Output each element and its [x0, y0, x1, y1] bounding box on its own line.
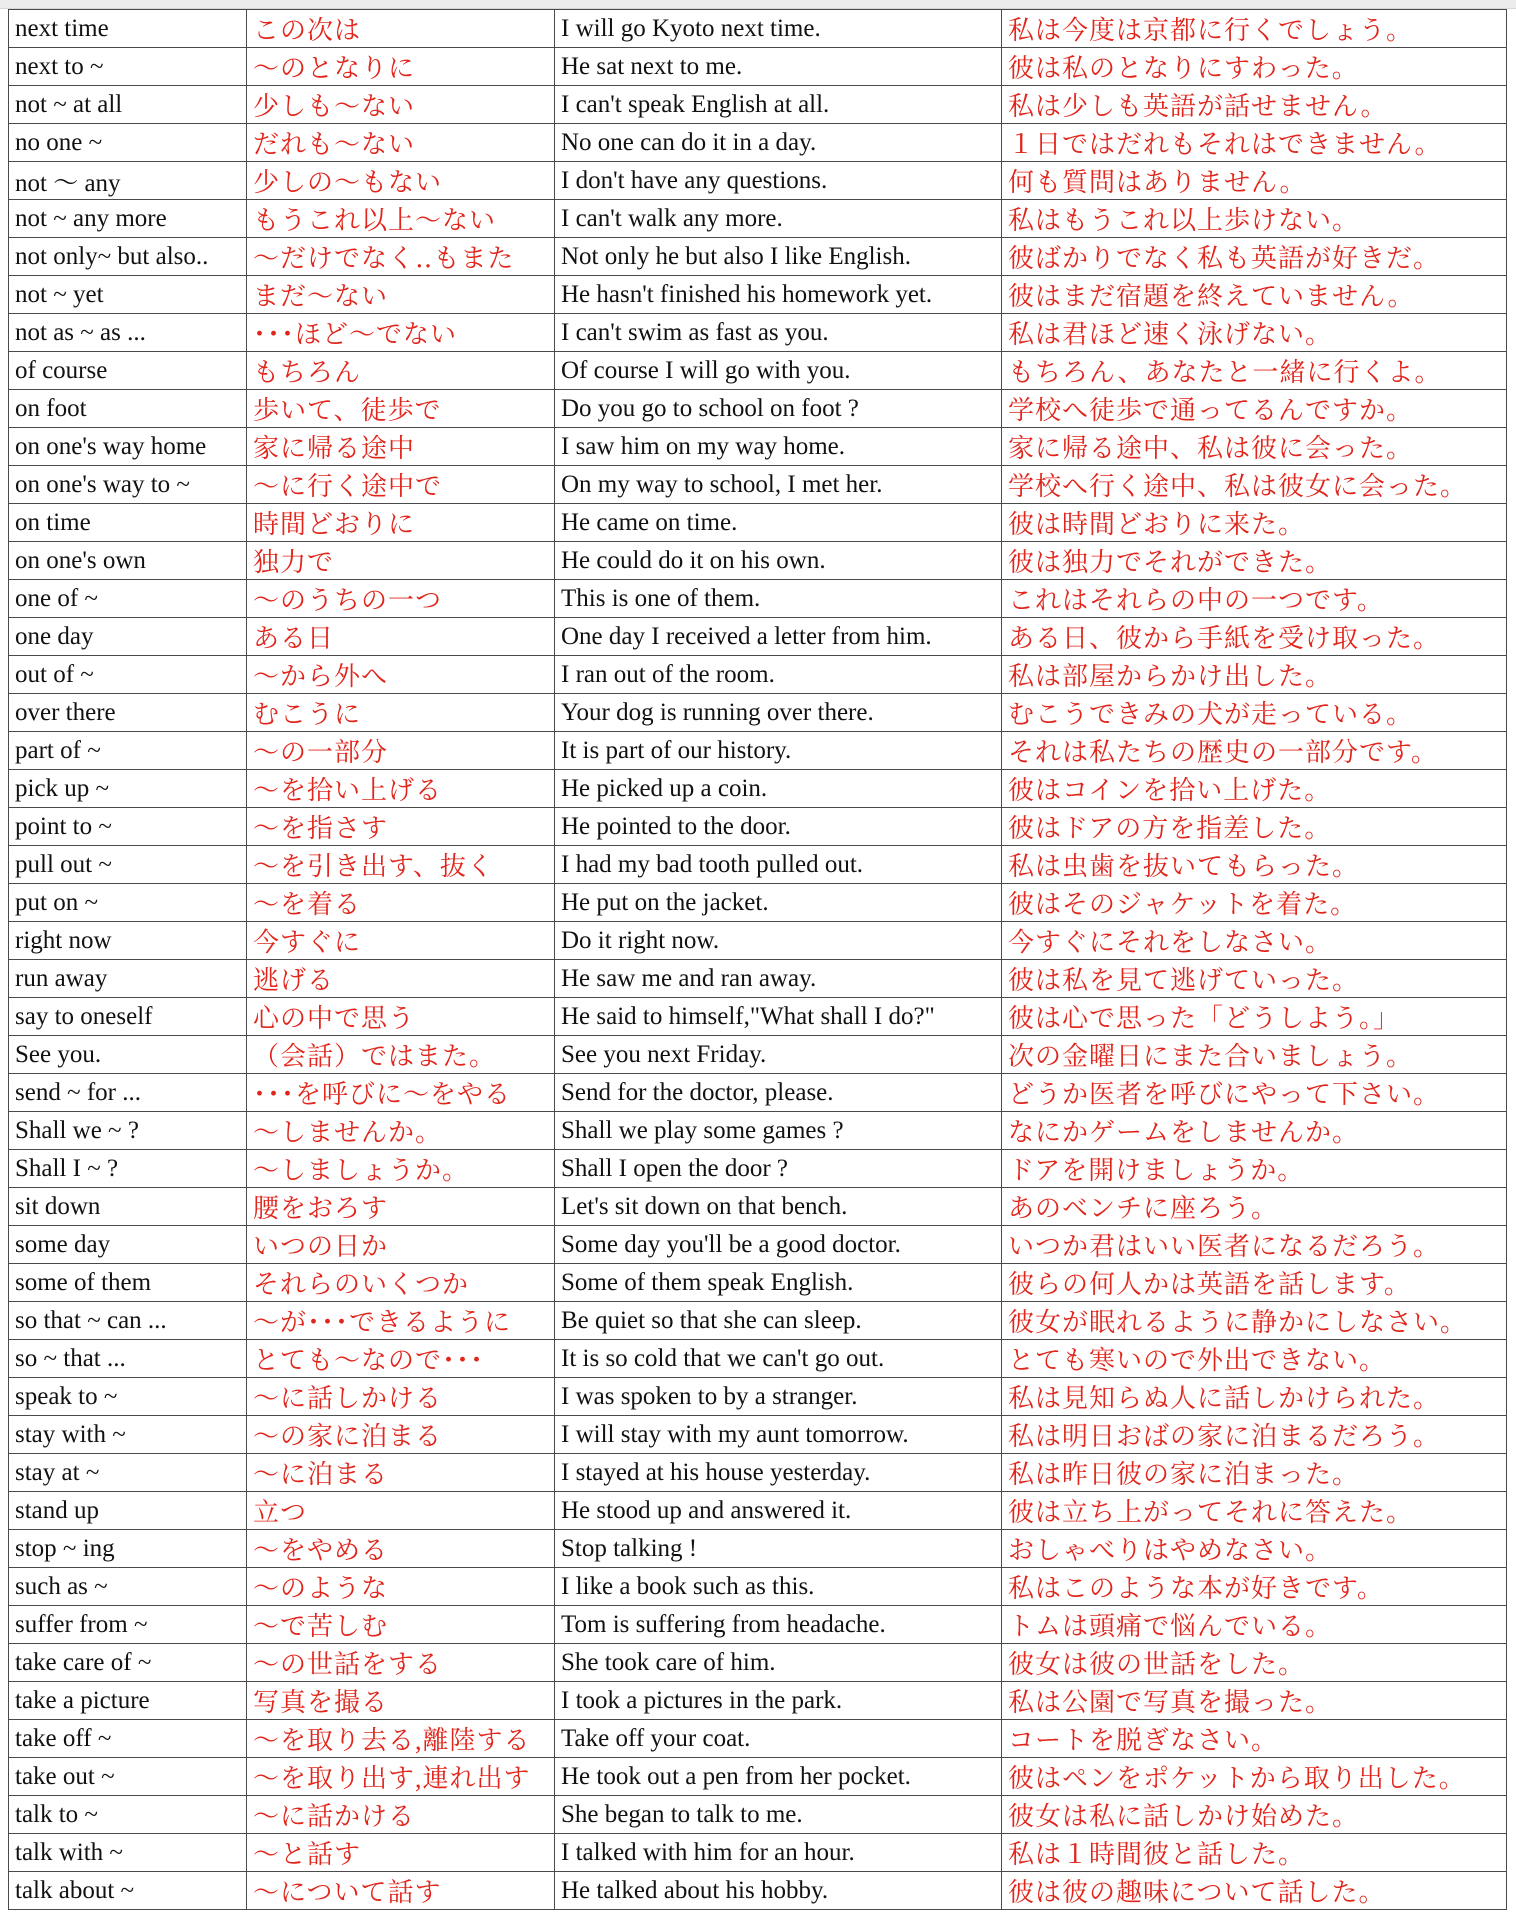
phrase-cell: take off ~	[9, 1720, 247, 1758]
example-sentence-cell: Shall we play some games ?	[555, 1112, 1002, 1150]
example-sentence-cell: I took a pictures in the park.	[555, 1682, 1002, 1720]
translation-cell: 彼女が眠れるように静かにしなさい。	[1002, 1302, 1507, 1340]
phrase-cell: next time	[9, 10, 247, 48]
phrase-cell: stand up	[9, 1492, 247, 1530]
phrase-cell: take care of ~	[9, 1644, 247, 1682]
phrase-cell: say to oneself	[9, 998, 247, 1036]
translation-cell: 彼は立ち上がってそれに答えた。	[1002, 1492, 1507, 1530]
meaning-cell: 今すぐに	[247, 922, 555, 960]
meaning-cell: ～に話しかける	[247, 1378, 555, 1416]
table-row	[9, 1112, 1507, 1150]
example-sentence-cell: I had my bad tooth pulled out.	[555, 846, 1002, 884]
meaning-cell: ･･･ほど～でない	[247, 314, 555, 352]
phrase-cell: not as ~ as ...	[9, 314, 247, 352]
phrase-cell: part of ~	[9, 732, 247, 770]
meaning-cell: 腰をおろす	[247, 1188, 555, 1226]
table-row	[9, 48, 1507, 86]
table-row	[9, 1188, 1507, 1226]
table-row	[9, 1720, 1507, 1758]
example-sentence-cell: Stop talking !	[555, 1530, 1002, 1568]
table-row	[9, 694, 1507, 732]
meaning-cell: だれも～ない	[247, 124, 555, 162]
translation-cell: １日ではだれもそれはできません。	[1002, 124, 1507, 162]
translation-cell: 家に帰る途中、私は彼に会った。	[1002, 428, 1507, 466]
example-sentence-cell: Some day you'll be a good doctor.	[555, 1226, 1002, 1264]
phrase-cell: over there	[9, 694, 247, 732]
translation-cell: 私は昨日彼の家に泊まった。	[1002, 1454, 1507, 1492]
translation-cell: コートを脱ぎなさい。	[1002, 1720, 1507, 1758]
phrase-cell: stay with ~	[9, 1416, 247, 1454]
meaning-cell: 少しの～もない	[247, 162, 555, 200]
translation-cell: 彼女は私に話しかけ始めた。	[1002, 1796, 1507, 1834]
translation-cell: 私はこのような本が好きです。	[1002, 1568, 1507, 1606]
translation-cell: 彼は私を見て逃げていった。	[1002, 960, 1507, 998]
table-row	[9, 1644, 1507, 1682]
table-row	[9, 1834, 1507, 1872]
translation-cell: 学校へ徒歩で通ってるんですか。	[1002, 390, 1507, 428]
example-sentence-cell: No one can do it in a day.	[555, 124, 1002, 162]
meaning-cell: ～だけでなく‥もまた	[247, 238, 555, 276]
example-sentence-cell: Send for the doctor, please.	[555, 1074, 1002, 1112]
translation-cell: なにかゲームをしませんか。	[1002, 1112, 1507, 1150]
table-row	[9, 1530, 1507, 1568]
phrase-cell: stop ~ ing	[9, 1530, 247, 1568]
translation-cell: あのベンチに座ろう。	[1002, 1188, 1507, 1226]
table-row	[9, 428, 1507, 466]
table-row	[9, 124, 1507, 162]
table-row	[9, 580, 1507, 618]
meaning-cell: ～で苦しむ	[247, 1606, 555, 1644]
example-sentence-cell: He sat next to me.	[555, 48, 1002, 86]
phrase-cell: out of ~	[9, 656, 247, 694]
translation-cell: それは私たちの歴史の一部分です。	[1002, 732, 1507, 770]
example-sentence-cell: He could do it on his own.	[555, 542, 1002, 580]
meaning-cell: ～を引き出す、抜く	[247, 846, 555, 884]
example-sentence-cell: Shall I open the door ?	[555, 1150, 1002, 1188]
meaning-cell: ～について話す	[247, 1872, 555, 1910]
meaning-cell: 家に帰る途中	[247, 428, 555, 466]
table-row	[9, 1682, 1507, 1720]
example-sentence-cell: He pointed to the door.	[555, 808, 1002, 846]
translation-cell: 彼女は彼の世話をした。	[1002, 1644, 1507, 1682]
example-sentence-cell: I can't swim as fast as you.	[555, 314, 1002, 352]
example-sentence-cell: She began to talk to me.	[555, 1796, 1002, 1834]
meaning-cell: 立つ	[247, 1492, 555, 1530]
translation-cell: これはそれらの中の一つです。	[1002, 580, 1507, 618]
phrase-cell: so that ~ can ...	[9, 1302, 247, 1340]
example-sentence-cell: Your dog is running over there.	[555, 694, 1002, 732]
example-sentence-cell: Not only he but also I like English.	[555, 238, 1002, 276]
translation-cell: 私は公園で写真を撮った。	[1002, 1682, 1507, 1720]
meaning-cell: それらのいくつか	[247, 1264, 555, 1302]
phrase-cell: pull out ~	[9, 846, 247, 884]
table-row	[9, 1340, 1507, 1378]
meaning-cell: ～を取り去る,離陸する	[247, 1720, 555, 1758]
table-row	[9, 542, 1507, 580]
meaning-cell: ～を拾い上げる	[247, 770, 555, 808]
phrase-cell: not ~ yet	[9, 276, 247, 314]
table-row	[9, 1150, 1507, 1188]
table-row	[9, 1606, 1507, 1644]
top-edge-bar	[0, 0, 1516, 9]
meaning-cell: ～のような	[247, 1568, 555, 1606]
meaning-cell: とても～なので･･･	[247, 1340, 555, 1378]
meaning-cell: ～を取り出す,連れ出す	[247, 1758, 555, 1796]
table-row	[9, 922, 1507, 960]
translation-cell: 彼はコインを拾い上げた。	[1002, 770, 1507, 808]
example-sentence-cell: Let's sit down on that bench.	[555, 1188, 1002, 1226]
phrase-cell: point to ~	[9, 808, 247, 846]
example-sentence-cell: I can't speak English at all.	[555, 86, 1002, 124]
table-row	[9, 1036, 1507, 1074]
table-row	[9, 314, 1507, 352]
table-row	[9, 1796, 1507, 1834]
phrase-cell: sit down	[9, 1188, 247, 1226]
phrase-cell: talk to ~	[9, 1796, 247, 1834]
meaning-cell: 歩いて、徒歩で	[247, 390, 555, 428]
table-row	[9, 1492, 1507, 1530]
table-row	[9, 770, 1507, 808]
example-sentence-cell: He put on the jacket.	[555, 884, 1002, 922]
example-sentence-cell: He took out a pen from her pocket.	[555, 1758, 1002, 1796]
example-sentence-cell: I talked with him for an hour.	[555, 1834, 1002, 1872]
phrase-cell: run away	[9, 960, 247, 998]
meaning-cell: いつの日か	[247, 1226, 555, 1264]
example-sentence-cell: He said to himself,"What shall I do?"	[555, 998, 1002, 1036]
translation-cell: 彼はペンをポケットから取り出した。	[1002, 1758, 1507, 1796]
meaning-cell: もちろん	[247, 352, 555, 390]
meaning-cell: （会話）ではまた。	[247, 1036, 555, 1074]
phrase-cell: right now	[9, 922, 247, 960]
meaning-cell: ～の一部分	[247, 732, 555, 770]
table-row	[9, 1074, 1507, 1112]
vocabulary-table	[8, 9, 1507, 1910]
phrase-cell: See you.	[9, 1036, 247, 1074]
meaning-cell: ～の世話をする	[247, 1644, 555, 1682]
example-sentence-cell: Do you go to school on foot ?	[555, 390, 1002, 428]
phrase-cell: of course	[9, 352, 247, 390]
translation-cell: もちろん、あなたと一緒に行くよ。	[1002, 352, 1507, 390]
example-sentence-cell: He came on time.	[555, 504, 1002, 542]
translation-cell: 私は今度は京都に行くでしょう。	[1002, 10, 1507, 48]
phrase-cell: some day	[9, 1226, 247, 1264]
phrase-cell: suffer from ~	[9, 1606, 247, 1644]
table-row	[9, 1416, 1507, 1454]
example-sentence-cell: See you next Friday.	[555, 1036, 1002, 1074]
example-sentence-cell: I will stay with my aunt tomorrow.	[555, 1416, 1002, 1454]
example-sentence-cell: I ran out of the room.	[555, 656, 1002, 694]
phrase-cell: talk about ~	[9, 1872, 247, 1910]
translation-cell: 彼は彼の趣味について話した。	[1002, 1872, 1507, 1910]
translation-cell: 私は１時間彼と話した。	[1002, 1834, 1507, 1872]
translation-cell: 彼は時間どおりに来た。	[1002, 504, 1507, 542]
table-row	[9, 1264, 1507, 1302]
table-row	[9, 808, 1507, 846]
example-sentence-cell: I can't walk any more.	[555, 200, 1002, 238]
meaning-cell: ～を指さす	[247, 808, 555, 846]
phrase-cell: one of ~	[9, 580, 247, 618]
meaning-cell: ～のとなりに	[247, 48, 555, 86]
example-sentence-cell: It is so cold that we can't go out.	[555, 1340, 1002, 1378]
phrase-cell: one day	[9, 618, 247, 656]
translation-cell: むこうできみの犬が走っている。	[1002, 694, 1507, 732]
example-sentence-cell: Do it right now.	[555, 922, 1002, 960]
example-sentence-cell: He talked about his hobby.	[555, 1872, 1002, 1910]
table-row	[9, 884, 1507, 922]
meaning-cell: ～と話す	[247, 1834, 555, 1872]
translation-cell: 私は見知らぬ人に話しかけられた。	[1002, 1378, 1507, 1416]
meaning-cell: ～を着る	[247, 884, 555, 922]
example-sentence-cell: I don't have any questions.	[555, 162, 1002, 200]
meaning-cell: 少しも～ない	[247, 86, 555, 124]
table-row	[9, 998, 1507, 1036]
phrase-cell: on one's way home	[9, 428, 247, 466]
translation-cell: 学校へ行く途中、私は彼女に会った。	[1002, 466, 1507, 504]
translation-cell: 彼は心で思った「どうしよう。」	[1002, 998, 1507, 1036]
table-row	[9, 162, 1507, 200]
table-row	[9, 200, 1507, 238]
translation-cell: いつか君はいい医者になるだろう。	[1002, 1226, 1507, 1264]
meaning-cell: ～しましょうか。	[247, 1150, 555, 1188]
phrase-cell: speak to ~	[9, 1378, 247, 1416]
example-sentence-cell: It is part of our history.	[555, 732, 1002, 770]
table-row	[9, 1454, 1507, 1492]
translation-cell: 私は明日おばの家に泊まるだろう。	[1002, 1416, 1507, 1454]
phrase-cell: send ~ for ...	[9, 1074, 247, 1112]
phrase-cell: take a picture	[9, 1682, 247, 1720]
phrase-cell: Shall I ~ ?	[9, 1150, 247, 1188]
phrase-cell: some of them	[9, 1264, 247, 1302]
phrase-cell: so ~ that ...	[9, 1340, 247, 1378]
phrase-cell: talk with ~	[9, 1834, 247, 1872]
phrase-cell: on one's way to ~	[9, 466, 247, 504]
table-row	[9, 732, 1507, 770]
meaning-cell: ～から外へ	[247, 656, 555, 694]
example-sentence-cell: This is one of them.	[555, 580, 1002, 618]
meaning-cell: 逃げる	[247, 960, 555, 998]
translation-cell: 私は君ほど速く泳げない。	[1002, 314, 1507, 352]
meaning-cell: まだ～ない	[247, 276, 555, 314]
example-sentence-cell: Tom is suffering from headache.	[555, 1606, 1002, 1644]
meaning-cell: 時間どおりに	[247, 504, 555, 542]
meaning-cell: 心の中で思う	[247, 998, 555, 1036]
phrase-cell: put on ~	[9, 884, 247, 922]
meaning-cell: もうこれ以上～ない	[247, 200, 555, 238]
example-sentence-cell: Some of them speak English.	[555, 1264, 1002, 1302]
phrase-cell: on one's own	[9, 542, 247, 580]
meaning-cell: ～の家に泊まる	[247, 1416, 555, 1454]
meaning-cell: ～に行く途中で	[247, 466, 555, 504]
translation-cell: どうか医者を呼びにやって下さい。	[1002, 1074, 1507, 1112]
meaning-cell: この次は	[247, 10, 555, 48]
table-row	[9, 1568, 1507, 1606]
table-row	[9, 1758, 1507, 1796]
meaning-cell: ～が･･･できるように	[247, 1302, 555, 1340]
table-row	[9, 960, 1507, 998]
example-sentence-cell: I stayed at his house yesterday.	[555, 1454, 1002, 1492]
phrase-cell: stay at ~	[9, 1454, 247, 1492]
translation-cell: 私は虫歯を抜いてもらった。	[1002, 846, 1507, 884]
translation-cell: 彼ばかりでなく私も英語が好きだ。	[1002, 238, 1507, 276]
example-sentence-cell: He picked up a coin.	[555, 770, 1002, 808]
example-sentence-cell: He stood up and answered it.	[555, 1492, 1002, 1530]
phrase-cell: pick up ~	[9, 770, 247, 808]
translation-cell: 彼は独力でそれができた。	[1002, 542, 1507, 580]
translation-cell: 私はもうこれ以上歩けない。	[1002, 200, 1507, 238]
example-sentence-cell: Of course I will go with you.	[555, 352, 1002, 390]
example-sentence-cell: Be quiet so that she can sleep.	[555, 1302, 1002, 1340]
example-sentence-cell: I will go Kyoto next time.	[555, 10, 1002, 48]
translation-cell: 何も質問はありません。	[1002, 162, 1507, 200]
phrase-cell: next to ~	[9, 48, 247, 86]
table-row	[9, 1872, 1507, 1910]
translation-cell: 彼はドアの方を指差した。	[1002, 808, 1507, 846]
translation-cell: 次の金曜日にまた合いましょう。	[1002, 1036, 1507, 1074]
table-row	[9, 1302, 1507, 1340]
example-sentence-cell: Take off your coat.	[555, 1720, 1002, 1758]
phrase-cell: on time	[9, 504, 247, 542]
table-row	[9, 276, 1507, 314]
translation-cell: 彼はまだ宿題を終えていません。	[1002, 276, 1507, 314]
meaning-cell: ～をやめる	[247, 1530, 555, 1568]
meaning-cell: 独力で	[247, 542, 555, 580]
table-row	[9, 352, 1507, 390]
table-row	[9, 504, 1507, 542]
translation-cell: 私は部屋からかけ出した。	[1002, 656, 1507, 694]
table-row	[9, 618, 1507, 656]
example-sentence-cell: He saw me and ran away.	[555, 960, 1002, 998]
example-sentence-cell: He hasn't finished his homework yet.	[555, 276, 1002, 314]
meaning-cell: 写真を撮る	[247, 1682, 555, 1720]
example-sentence-cell: I like a book such as this.	[555, 1568, 1002, 1606]
translation-cell: ある日、彼から手紙を受け取った。	[1002, 618, 1507, 656]
meaning-cell: ～に話かける	[247, 1796, 555, 1834]
translation-cell: 私は少しも英語が話せません。	[1002, 86, 1507, 124]
translation-cell: おしゃべりはやめなさい。	[1002, 1530, 1507, 1568]
phrase-cell: not ~ any more	[9, 200, 247, 238]
example-sentence-cell: One day I received a letter from him.	[555, 618, 1002, 656]
table-row	[9, 10, 1507, 48]
table-row	[9, 86, 1507, 124]
phrase-cell: not only~ but also..	[9, 238, 247, 276]
phrase-cell: not ~ at all	[9, 86, 247, 124]
translation-cell: 彼はそのジャケットを着た。	[1002, 884, 1507, 922]
translation-cell: ドアを開けましょうか。	[1002, 1150, 1507, 1188]
meaning-cell: ･･･を呼びに～をやる	[247, 1074, 555, 1112]
table-row	[9, 1226, 1507, 1264]
phrase-cell: such as ~	[9, 1568, 247, 1606]
meaning-cell: むこうに	[247, 694, 555, 732]
example-sentence-cell: She took care of him.	[555, 1644, 1002, 1682]
table-row	[9, 656, 1507, 694]
translation-cell: 今すぐにそれをしなさい。	[1002, 922, 1507, 960]
vocabulary-table-body	[9, 10, 1507, 1910]
example-sentence-cell: I was spoken to by a stranger.	[555, 1378, 1002, 1416]
table-row	[9, 1378, 1507, 1416]
phrase-cell: Shall we ~ ?	[9, 1112, 247, 1150]
example-sentence-cell: On my way to school, I met her.	[555, 466, 1002, 504]
translation-cell: 彼らの何人かは英語を話します。	[1002, 1264, 1507, 1302]
phrase-cell: on foot	[9, 390, 247, 428]
phrase-cell: no one ~	[9, 124, 247, 162]
table-row	[9, 238, 1507, 276]
meaning-cell: ある日	[247, 618, 555, 656]
translation-cell: トムは頭痛で悩んでいる。	[1002, 1606, 1507, 1644]
table-row	[9, 466, 1507, 504]
meaning-cell: ～に泊まる	[247, 1454, 555, 1492]
meaning-cell: ～のうちの一つ	[247, 580, 555, 618]
phrase-cell: not 〜 any	[9, 162, 247, 200]
table-row	[9, 846, 1507, 884]
phrase-cell: take out ~	[9, 1758, 247, 1796]
example-sentence-cell: I saw him on my way home.	[555, 428, 1002, 466]
translation-cell: とても寒いので外出できない。	[1002, 1340, 1507, 1378]
table-row	[9, 390, 1507, 428]
translation-cell: 彼は私のとなりにすわった。	[1002, 48, 1507, 86]
meaning-cell: ～しませんか。	[247, 1112, 555, 1150]
